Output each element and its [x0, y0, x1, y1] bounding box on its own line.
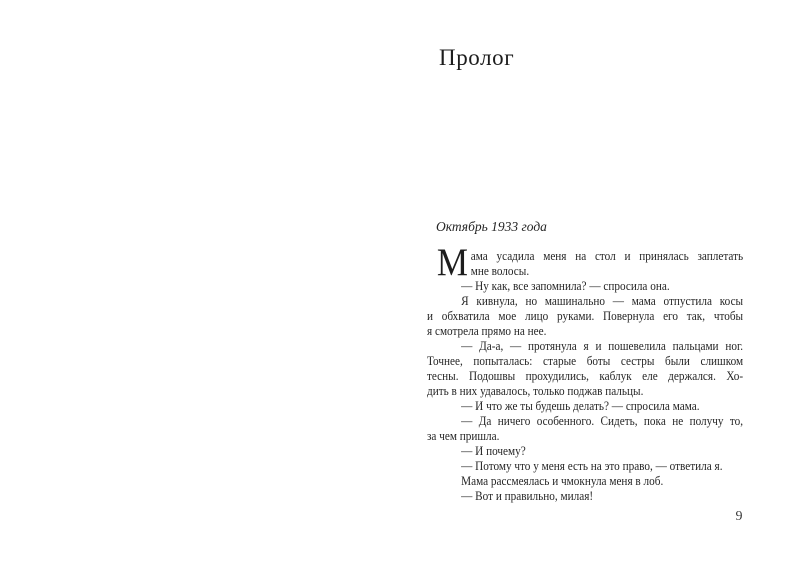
text-line: и обхватила мое лицо руками. Повернула его так, чтобы — [427, 309, 744, 323]
text-line: — Ну как, все запомнила? — спросила она. — [461, 279, 670, 293]
chapter-heading: Пролог — [439, 45, 515, 70]
text-line: — Вот и правильно, милая! — [461, 489, 594, 503]
text-line: Я кивнула, но машинально — мама отпустила косы — [461, 294, 744, 308]
body-text — [427, 241, 744, 504]
text-line: мне волосы. — [470, 264, 530, 278]
text-line: дить в них удавалось, только поджав пальцы. — [427, 384, 644, 398]
text-line: — И что же ты будешь делать? — спросила мама. — [461, 399, 700, 413]
text-line: — Да ничего особенного. Сидеть, пока не получу то, — [461, 414, 744, 428]
text-line: — Потому что у меня есть на это право, — ответила я. — [461, 459, 723, 473]
text-line: я смотрела прямо на нее. — [427, 324, 547, 338]
date-line: Октябрь 1933 года — [436, 219, 547, 234]
text-line: Мама усадила меня на стол и принялась заплетать — [436, 241, 744, 284]
text-line: Точнее, попыталась: старые боты сестры были слишком — [427, 354, 744, 368]
text-line: — И почему? — [461, 444, 526, 458]
text-line: — Да-а, — протянула я и пошевелила пальцами ног. — [461, 339, 744, 353]
text-line: Мама рассмеялась и чмокнула меня в лоб. — [461, 474, 664, 488]
drop-cap: М — [436, 241, 469, 284]
text-line: тесны. Подошвы прохудились, каблук еле держался. Хо- — [427, 369, 744, 383]
page-number: 9 — [735, 509, 743, 524]
text-line: за чем пришла. — [427, 429, 500, 443]
